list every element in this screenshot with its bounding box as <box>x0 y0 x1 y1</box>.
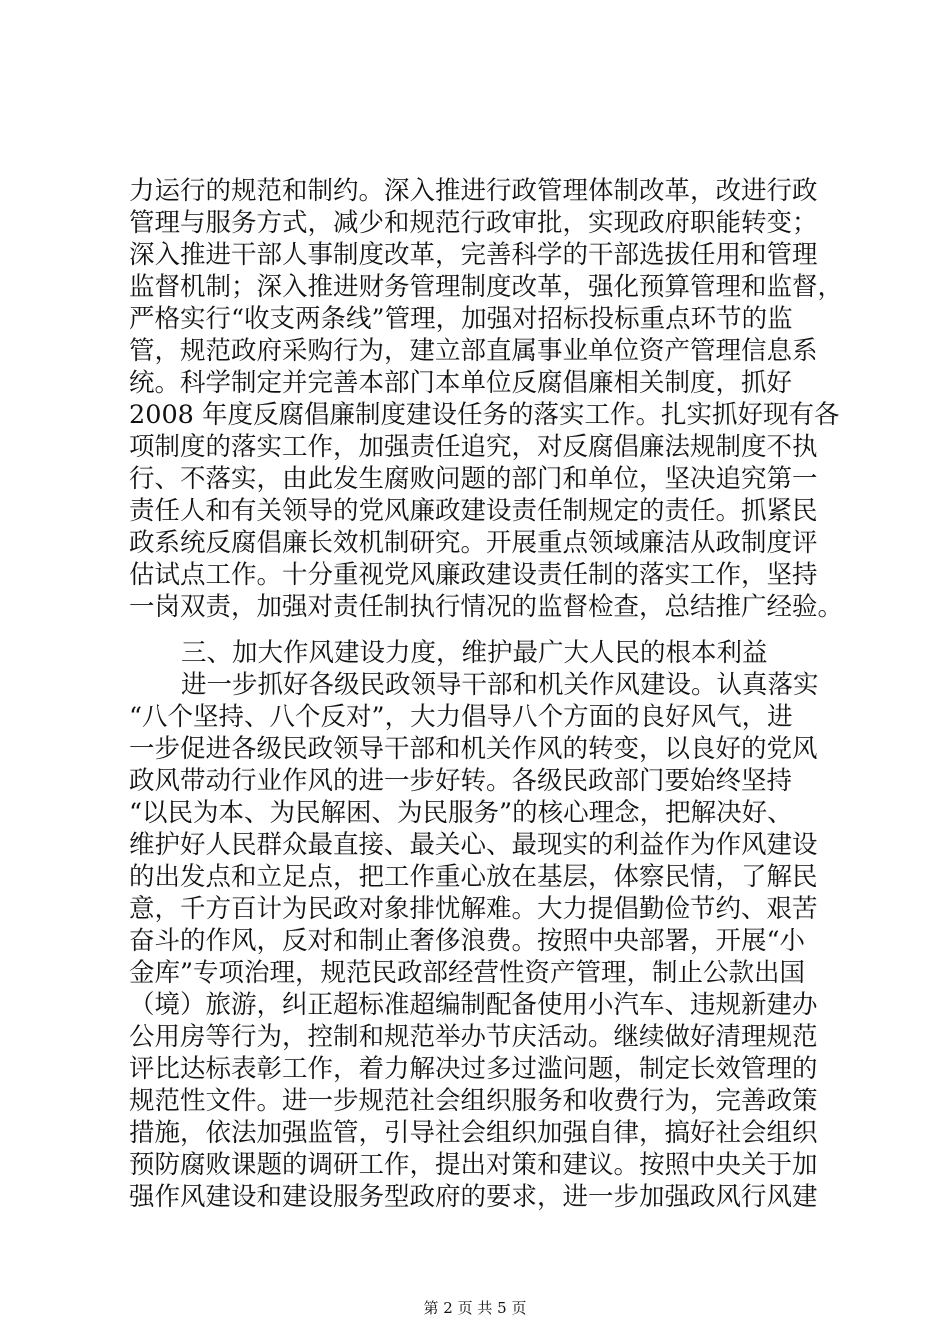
paragraph-1-line: 统。科学制定并完善本部门本单位反腐倡廉相关制度，抓好 <box>129 368 793 398</box>
paragraph-2-line: 金库”专项治理，规范民政部经营性资产管理，制止公款出国 <box>129 958 806 988</box>
paragraph-1-line: 政系统反腐倡廉长效机制研究。开展重点领域廉洁从政制度评 <box>129 528 818 558</box>
paragraph-1-line: 深入推进干部人事制度改革，完善科学的干部选拔任用和管理 <box>129 240 818 270</box>
paragraph-2-line: “以民为本、为民解困、为民服务”的核心理念，把解决好、 <box>129 798 793 828</box>
paragraph-2-line: “八个坚持、八个反对”，大力倡导八个方面的良好风气，进 <box>129 702 793 732</box>
paragraph-2-line: 规范性文件。进一步规范社会组织服务和收费行为，完善政策 <box>129 1086 818 1116</box>
paragraph-2-line: 强作风建设和建设服务型政府的要求，进一步加强政风行风建 <box>129 1182 818 1212</box>
paragraph-2-line: 措施，依法加强监管，引导社会组织加强自律，搞好社会组织 <box>129 1118 818 1148</box>
paragraph-2-line: 预防腐败课题的调研工作，提出对策和建议。按照中央关于加 <box>129 1150 818 1180</box>
paragraph-2-line: 政风带动行业作风的进一步好转。各级民政部门要始终坚持 <box>129 766 793 796</box>
paragraph-2-line: （境）旅游，纠正超标准超编制配备使用小汽车、违规新建办 <box>129 990 818 1020</box>
paragraph-1-line: 管，规范政府采购行为，建立部直属事业单位资产管理信息系 <box>129 336 818 366</box>
paragraph-1-line: 严格实行“收支两条线”管理，加强对招标投标重点环节的监 <box>129 304 793 334</box>
paragraph-2-line: 一步促进各级民政领导干部和机关作风的转变，以良好的党风 <box>129 734 818 764</box>
paragraph-1-line: 管理与服务方式，减少和规范行政审批，实现政府职能转变； <box>129 208 818 238</box>
paragraph-2-line: 的出发点和立足点，把工作重心放在基层，体察民情，了解民 <box>129 862 818 892</box>
paragraph-2-line: 奋斗的作风，反对和制止奢侈浪费。按照中央部署，开展“小 <box>129 926 806 956</box>
paragraph-1-line: 项制度的落实工作，加强责任追究，对反腐倡廉法规制度不执 <box>129 432 818 462</box>
page-footer: 第 2 页 共 5 页 <box>423 1299 527 1317</box>
paragraph-1-line: 力运行的规范和制约。深入推进行政管理体制改革，改进行政 <box>129 176 818 206</box>
section-heading: 三、加大作风建设力度，维护最广大人民的根本利益 <box>181 638 768 668</box>
paragraph-2-line: 评比达标表彰工作，着力解决过多过滥问题，制定长效管理的 <box>129 1054 818 1084</box>
paragraph-1-line: 一岗双责，加强对责任制执行情况的监督检查，总结推广经验。 <box>129 592 844 622</box>
paragraph-1-line: 估试点工作。十分重视党风廉政建设责任制的落实工作，坚持 <box>129 560 818 590</box>
paragraph-2-line: 维护好人民群众最直接、最关心、最现实的利益作为作风建设 <box>129 830 818 860</box>
paragraph-1-line: 行、不落实，由此发生腐败问题的部门和单位，坚决追究第一 <box>129 464 818 494</box>
paragraph-2-line: 公用房等行为，控制和规范举办节庆活动。继续做好清理规范 <box>129 1022 818 1052</box>
paragraph-2-line: 意，千方百计为民政对象排忧解难。大力提倡勤俭节约、艰苦 <box>129 894 818 924</box>
paragraph-1-line: 2008 年度反腐倡廉制度建设任务的落实工作。扎实抓好现有各 <box>129 400 840 430</box>
paragraph-1-line: 责任人和有关领导的党风廉政建设责任制规定的责任。抓紧民 <box>129 496 818 526</box>
paragraph-2-line: 进一步抓好各级民政领导干部和机关作风建设。认真落实 <box>181 670 819 700</box>
paragraph-1-line: 监督机制；深入推进财务管理制度改革，强化预算管理和监督， <box>129 272 844 302</box>
